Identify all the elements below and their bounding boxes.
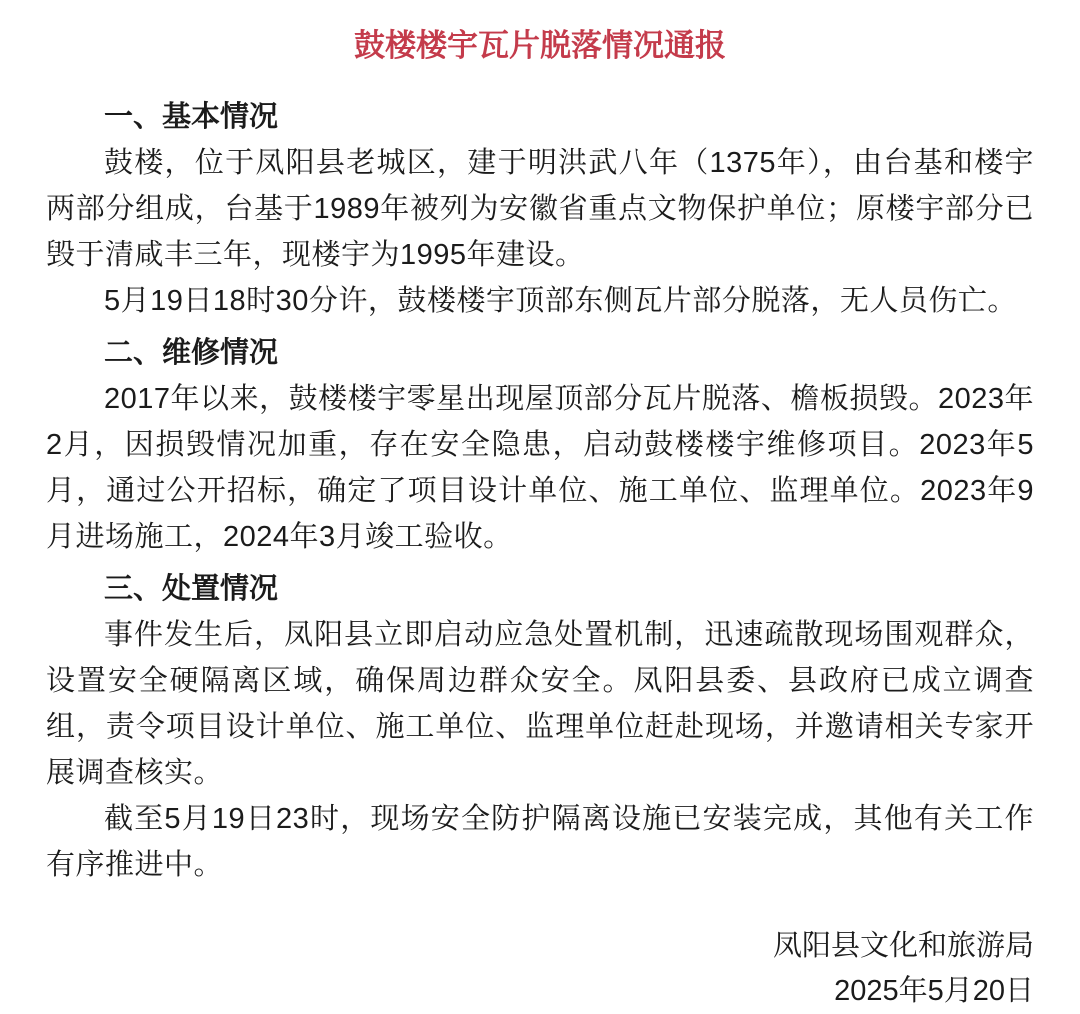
paragraph-current-status: 截至5月19日23时，现场安全防护隔离设施已安装完成，其他有关工作有序推进中。 xyxy=(46,803,1034,881)
signature-block xyxy=(46,924,1034,1014)
section-heading-handling-situation: 三、处置情况 xyxy=(104,573,279,605)
section-heading-repair-situation: 二、维修情况 xyxy=(104,337,279,369)
document-date: 2025年5月20日 xyxy=(834,975,1034,1007)
document-title: 鼓楼楼宇瓦片脱落情况通报 xyxy=(354,28,726,63)
paragraph-incident: 5月19日18时30分许，鼓楼楼宇顶部东侧瓦片部分脱落，无人员伤亡。 xyxy=(104,285,1017,317)
issuing-authority: 凤阳县文化和旅游局 xyxy=(772,930,1034,962)
paragraph-emergency-response: 事件发生后，凤阳县立即启动应急处置机制，迅速疏散现场围观群众，设置安全硬隔离区域，确保周边群众安全。凤阳县委、县政府已成立调查组，责令项目设计单位、施工单位、监理单位赶赴现场，并邀请相关专家开展调查核实。 xyxy=(46,619,1034,789)
paragraph-repair-history: 2017年以来，鼓楼楼宇零星出现屋顶部分瓦片脱落、檐板损毁。2023年2月，因损毁情况加重，存在安全隐患，启动鼓楼楼宇维修项目。2023年5月，通过公开招标，确定了项目设计单位、施工单位、监理单位。2023年9月进场施工，2024年3月竣工验收。 xyxy=(46,383,1034,553)
section-heading-basic-situation: 一、基本情况 xyxy=(104,101,279,133)
paragraph-building-history: 鼓楼，位于凤阳县老城区，建于明洪武八年（1375年），由台基和楼宇两部分组成，台基于1989年被列为安徽省重点文物保护单位；原楼宇部分已毁于清咸丰三年，现楼宇为1995年建设。 xyxy=(46,147,1034,271)
